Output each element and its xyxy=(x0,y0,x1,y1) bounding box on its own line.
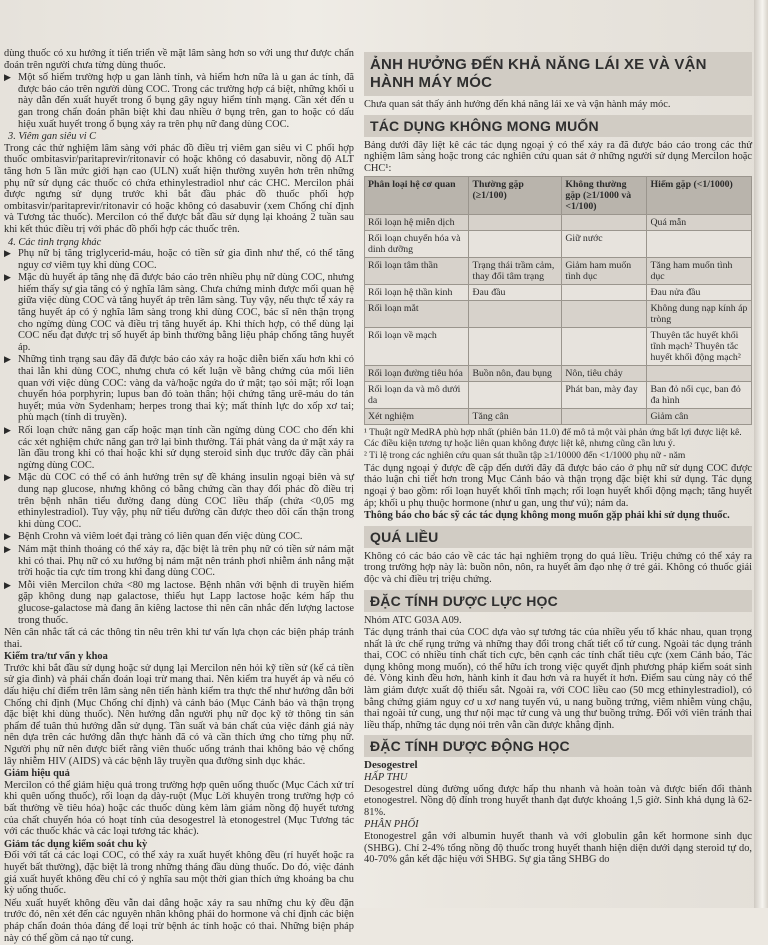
bullet-item: ▶ Nám mặt thỉnh thoảng có thể xảy ra, đặc biệt là trên phụ nữ có tiền sử nám mặt khi có thai. Phụ nữ có xu hướng bị nám mặt nên tránh phơi nhiễm ánh nắng mặt trời hoặc tia cực tím trong khi đang dùng COC. xyxy=(4,544,354,579)
section-heading: Giảm tác dụng kiểm soát chu kỳ xyxy=(4,838,148,850)
table-row xyxy=(365,285,752,301)
table-cell xyxy=(562,215,647,231)
section-heading: Giảm hiệu quả xyxy=(4,768,70,780)
table-row xyxy=(365,301,752,328)
table-cell: Rối loạn chuyển hóa và dinh dưỡng xyxy=(365,231,469,258)
left-column xyxy=(4,48,354,945)
table-row xyxy=(365,258,752,285)
table-cell xyxy=(469,231,562,258)
table-cell: Xét nghiệm xyxy=(365,409,469,425)
section-title-adverse-effects: TÁC DỤNG KHÔNG MONG MUỐN xyxy=(364,115,752,137)
table-cell: Rối loạn hệ miễn dịch xyxy=(365,215,469,231)
table-cell: Đau đầu xyxy=(469,285,562,301)
table-cell xyxy=(647,366,752,382)
table-cell: Nôn, tiêu chảy xyxy=(562,366,647,382)
paragraph: Tác dụng ngoại ý được đề cập đến dưới đây đã được báo cáo ở phụ nữ sử dụng COC được thảo luận chi tiết hơn trong Mục Cảnh báo và thận trọng đặc biệt khi sử dụng. Tác dụng ngoại ý bao gồm: rối loạn huyết khối tĩnh mạch; rối loạn huyết khối động mạch; tăng huyết áp; khối u phụ thuộc hormone (như u gan, ung thư vú); nám da. xyxy=(364,462,752,509)
table-cell: Giữ nước xyxy=(562,231,647,258)
table-header-row xyxy=(365,177,752,215)
table-cell: Giảm ham muốn tình dục xyxy=(562,258,647,285)
bullet-item: ▶ Phụ nữ bị tăng triglycerid-máu, hoặc có tiền sử gia đình như thế, có thể tăng nguy cơ viêm tụy khi dùng COC. xyxy=(4,248,354,271)
paragraph-bold: Thông báo cho bác sỹ các tác dụng không mong muốn gặp phải khi sử dụng thuốc. xyxy=(364,510,730,522)
table-cell: Tăng ham muốn tình dục xyxy=(647,258,752,285)
table-row xyxy=(365,409,752,425)
paragraph: Mercilon có thể giảm hiệu quả trong trường hợp quên uống thuốc (Mục Cách xử trí khi quên uống thuốc), rối loạn dạ dày-ruột (Mục Lời khuyên trong trường hợp có bất thường về tiêu hóa) hoặc các thuốc dùng kèm làm giảm nồng độ huyết tương của chất chuyển hóa có hoạt tính của desogestrel là etonogestrel (Mục Tương tác với các thuốc khác và các loại tương tác khác). xyxy=(4,779,354,838)
table-cell xyxy=(562,328,647,366)
table-cell: Trạng thái trầm cảm, thay đổi tâm trạng xyxy=(469,258,562,285)
paragraph: Nếu xuất huyết không đều vẫn dai dẳng hoặc xảy ra sau những chu kỳ đều đặn trước đó, nên xét đến các nguyên nhân không phải do hormone và chỉ định các biện pháp chẩn đoán thỏa đáng để loại trừ bệnh ác tính hoặc có thai. Những biện pháp này có thể gồm cả nạo tử cung. xyxy=(4,897,354,944)
footnote: ¹ Thuật ngữ MedRA phù hợp nhất (phiên bản 11.0) để mô tả một vài phản ứng bất lợi được liệt kê. Các điều kiện tương tự hoặc liên quan không được liệt kê, nhưng cũng cần lưu ý. xyxy=(364,427,742,450)
bullet-item: ▶ Mặc dù COC có thể có ảnh hưởng trên sự đề kháng insulin ngoại biên và sự dung nạp glucose, nhưng không có bằng chứng cần thay đổi phác đồ điều trị trên bệnh nhân tiểu đường đang dùng COC liều thấp (chứa <0,05 mg ethinylestradiol). Tuy vậy, phụ nữ tiểu đường cần được theo dõi cẩn thận trong khi dùng COC. xyxy=(4,472,354,530)
table-cell: Rối loạn về mạch xyxy=(365,328,469,366)
table-cell: Giảm cân xyxy=(647,409,752,425)
table-header-cell: Hiếm gặp (<1/1000) xyxy=(647,177,752,215)
section-heading: Kiểm tra/tư vấn y khoa xyxy=(4,651,108,663)
subheading: HẤP THU xyxy=(364,772,408,784)
table-header-cell: Phân loại hệ cơ quan xyxy=(365,177,469,215)
table-cell: Rối loạn da và mô dưới da xyxy=(365,382,469,409)
table-cell: Rối loạn mắt xyxy=(365,301,469,328)
table-cell: Tăng cân xyxy=(469,409,562,425)
subheading: 3. Viêm gan siêu vi C xyxy=(8,131,97,143)
paragraph: Trước khi bắt đầu sử dụng hoặc sử dụng lại Mercilon nên hỏi kỹ tiền sử (kể cả tiền sử gia đình) và phải chẩn đoán loại trừ mang thai. Nên kiểm tra huyết áp và nếu có dấu hiệu chỉ điểm trên lâm sàng nên tiến hành kiểm tra thực thể như hướng dẫn bởi Chống chỉ định (Mục Chống chỉ định) và cảnh báo (Mục Cảnh báo và thận trọng đặc biệt khi dùng thuốc). Nên hướng dẫn người phụ nữ đọc kỹ tờ thông tin sản phẩm để tuân thủ hướng dẫn sử dụng. Tần suất và bản chất của việc đánh giá này nên dựa trên các hướng dẫn thực hành đã có và cần thích ứng cho từng phụ nữ. Người phụ nữ nên được biết rằng viên thuốc uống tránh thai không bảo vệ chống lây nhiễm HIV (AIDS) và các bệnh lây truyền qua đường sinh dục khác. xyxy=(4,662,354,767)
right-column xyxy=(364,48,752,867)
paragraph: Tác dụng tránh thai của COC dựa vào sự tương tác của nhiều yếu tố khác nhau, quan trọng nhất là ức chế rụng trứng và những thay đổi trong chất tiết cổ tử cung. Ngoài tác dụng tránh thai, COC có nhiều tính chất tích cực, bên cạnh các tính chất tiêu cực (xem Cảnh báo, Tác dụng không mong muốn), có thể hữu ích trong việc quyết định phương pháp kiểm soát sinh đẻ. Vòng kinh đều hơn, hành kinh ít đau hơn và ra huyết ít hơn. Điểm sau cùng này có thể làm giảm được xuất độ thiếu sắt. Ngoài ra, với COC liều cao (50 mcg ethinylestradiol), có bằng chứng giảm nguy cơ u xơ nang tuyến vú, u nang buồng trứng, viêm nhiễm vùng chậu, thai ngoài tử cung, ung thư nội mạc tử cung và ung thư buồng trứng. Đối với viên tránh thai liều thấp, những tác dụng nói trên vẫn cần được khẳng định. xyxy=(364,627,752,731)
paragraph: Đối với tất cả các loại COC, có thể xảy ra xuất huyết không đều (rỉ huyết hoặc ra huyết bất thường), đặc biệt là trong những tháng đầu dùng thuốc. Do đó, việc đánh giá xuất huyết không đều chỉ có ý nghĩa sau một thời gian thích ứng khoảng ba chu kỳ uống thuốc. xyxy=(4,850,354,897)
paragraph: Etonogestrel gắn với albumin huyết thanh và với globulin gắn kết hormone sinh dục (SHBG). Chỉ 2-4% tổng nồng độ thuốc trong huyết thanh hiện diện dưới dạng steroid tự do, 40-70% gắn kết đặc hiệu với SHBG. Sự gia tăng SHBG do xyxy=(364,831,752,866)
table-cell xyxy=(469,328,562,366)
subheading: 4. Các tình trạng khác xyxy=(8,236,102,248)
paragraph: Bảng dưới đây liệt kê các tác dụng ngoại ý có thể xảy ra đã được báo cáo trong các thử nghiệm lâm sàng hoặc trong các nghiên cứu quan sát ở những người sử dụng Mercilon hoặc CHC¹: xyxy=(364,139,752,174)
table-cell: Đau nửa đầu xyxy=(647,285,752,301)
table-cell: Buồn nôn, đau bụng xyxy=(469,366,562,382)
table-row xyxy=(365,231,752,258)
footnote: ² Tỉ lệ trong các nghiên cứu quan sát thuần tập ≥1/10000 đến <1/1000 phụ nữ - năm xyxy=(364,449,686,461)
table-header-cell: Thường gặp (≥1/100) xyxy=(469,177,562,215)
bullet-item: ▶ Mặc dù huyết áp tăng nhẹ đã được báo cáo trên nhiều phụ nữ dùng COC, nhưng hiếm thấy sự gia tăng có ý nghĩa lâm sàng. Chưa chứng minh được mối quan hệ giữa việc dùng COC và tăng huyết áp trên lâm sàng. Tuy vậy, nếu thực tế xảy ra tăng huyết áp có ý nghĩa lâm sàng trong khi dùng COC, bác sĩ nên thận trọng cho ngừng dùng COC và điều trị tăng huyết áp. Khi thích hợp, có thể dùng lại COC nếu đạt được trị số huyết áp bình thường bằng liệu pháp chống tăng huyết áp. xyxy=(4,272,354,353)
paragraph: dùng thuốc có xu hướng ít tiến triển về mặt lâm sàng hơn so với ung thư được chẩn đoán trên người chưa từng dùng thuốc. xyxy=(4,48,354,71)
table-cell xyxy=(562,285,647,301)
bullet-item: ▶ Rối loạn chức năng gan cấp hoặc mạn tính cần ngừng dùng COC cho đến khi các xét nghiệm chức năng gan trở lại bình thường. Tái phát vàng da ứ mật xảy ra lần đầu trong khi có thai hoặc khi sử dụng steroid sinh dục trước đây cần phải ngừng dùng COC. xyxy=(4,425,354,471)
table-cell xyxy=(562,301,647,328)
section-title-pharmacokinetics: ĐẶC TÍNH DƯỢC ĐỘNG HỌC xyxy=(364,735,752,757)
table-cell xyxy=(647,231,752,258)
table-cell: Thuyên tắc huyết khối tĩnh mạch² Thuyên tắc huyết khối động mạch² xyxy=(647,328,752,366)
table-cell xyxy=(469,301,562,328)
table-row xyxy=(365,366,752,382)
paragraph: Không có các báo cáo về các tác hại nghiêm trọng do quá liều. Triệu chứng có thể xảy ra trong trường hợp này là: buồn nôn, nôn, ra huyết âm đạo nhẹ ở trẻ gái. Không có thuốc giải độc và chỉ điều trị triệu chứng. xyxy=(364,550,752,585)
paragraph: Nên cân nhắc tất cả các thông tin nêu trên khi tư vấn lựa chọn các biện pháp tránh thai. xyxy=(4,627,354,650)
table-cell: Rối loạn tâm thần xyxy=(365,258,469,285)
table-header-cell: Không thường gặp (≥1/1000 và <1/100) xyxy=(562,177,647,215)
paragraph: Nhóm ATC G03A A09. xyxy=(364,614,462,626)
paragraph: Trong các thử nghiệm lâm sàng với phác đồ điều trị viêm gan siêu vi C phối hợp thuốc ombitasvir/paritaprevir/ritonavir có hoặc không có dasabuvir, nồng độ ALT tăng hơn 5 lần mức giới hạn cao (ULN) xuất hiện thường xuyên hơn trên những phụ nữ sử dụng các thuốc có chứa ethinylestradiol như các CHC. Mercilon phải được ngưng sử dụng trước khi bắt đầu phác đồ thuốc phối hợp ombitasvir/paritaprevir/ritonavir có hoặc không có dasabuvir (xem Chống chỉ định và Tương tác thuốc). Mercilon có thể được bắt đầu sử dụng lại khoảng 2 tuần sau khi kết thúc điều trị với phác đồ phối hợp các thuốc trên. xyxy=(4,142,354,235)
adverse-effects-table xyxy=(364,176,752,425)
section-title-pharmacodynamics: ĐẶC TÍNH DƯỢC LỰC HỌC xyxy=(364,590,752,612)
table-cell: Phát ban, mày đay xyxy=(562,382,647,409)
subheading: Desogestrel xyxy=(364,759,418,772)
subheading: PHÂN PHỐI xyxy=(364,819,419,831)
table-cell xyxy=(562,409,647,425)
paragraph: Desogestrel dùng đường uống được hấp thu nhanh và hoàn toàn và được biến đổi thành etonogestrel. Nồng độ đỉnh trong huyết thanh đạt được khoảng 1,5 giờ. Sinh khả dụng là 62-81%. xyxy=(364,783,752,818)
paper-fold-edge xyxy=(754,0,768,908)
table-row xyxy=(365,382,752,409)
bullet-item: ▶ Bệnh Crohn và viêm loét đại tràng có liên quan đến việc dùng COC. xyxy=(4,531,354,543)
bullet-item: ▶ Một số hiếm trường hợp u gan lành tính, và hiếm hơn nữa là u gan ác tính, đã được báo cáo trên người dùng COC. Trong các trường hợp cá biệt, những khối u này dẫn đến xuất huyết trong ổ bụng gây nguy hiểm tính mạng. Cần xét đến u gan trong chẩn đoán phân biệt khi đau nhiều ở bụng trên, gan to hoặc có dấu hiệu xuất huyết trong ổ bụng xảy ra trên phụ nữ đang dùng COC. xyxy=(4,72,354,130)
table-cell: Không dung nạp kính áp tròng xyxy=(647,301,752,328)
table-cell: Rối loạn đường tiêu hóa xyxy=(365,366,469,382)
table-cell: Ban đỏ nổi cục, ban đỏ đa hình xyxy=(647,382,752,409)
bullet-item: ▶ Mỗi viên Mercilon chứa <80 mg lactose. Bệnh nhân với bệnh di truyền hiếm gặp không dung nạp galactose, thiếu hụt Lapp lactose hoặc kém hấp thu glucose-galactose mà đang ăn kiêng lactose thì nên cân nhắc đến lượng lactose trong thuốc. xyxy=(4,580,354,626)
table-row xyxy=(365,328,752,366)
section-title-driving: ẢNH HƯỞNG ĐẾN KHẢ NĂNG LÁI XE VÀ VẬN HÀNH MÁY MÓC xyxy=(364,52,752,96)
table-cell xyxy=(469,382,562,409)
table-cell: Quá mẫn xyxy=(647,215,752,231)
bullet-item: ▶ Những tình trạng sau đây đã được báo cáo xảy ra hoặc diễn biến xấu hơn khi có thai lẫn khi dùng COC, nhưng chưa có kết luận về bằng chứng của mối liên quan với việc dùng COC: vàng da và/hoặc ngứa do ứ mật; tạo sỏi mật; rối loạn chuyển hóa porphyrin; lupus ban đỏ toàn thân; hội chứng tăng urê-máu do tán huyết; múa vờn Sydenham; herpes trong thai kỳ; mất thính lực do xốp xơ tai; phù mạch (tính di truyền). xyxy=(4,354,354,424)
table-cell: Rối loạn hệ thần kinh xyxy=(365,285,469,301)
table-cell xyxy=(469,215,562,231)
paragraph: Chưa quan sát thấy ảnh hưởng đến khả năng lái xe và vận hành máy móc. xyxy=(364,99,671,110)
section-title-overdose: QUÁ LIỀU xyxy=(364,526,752,548)
table-row xyxy=(365,215,752,231)
